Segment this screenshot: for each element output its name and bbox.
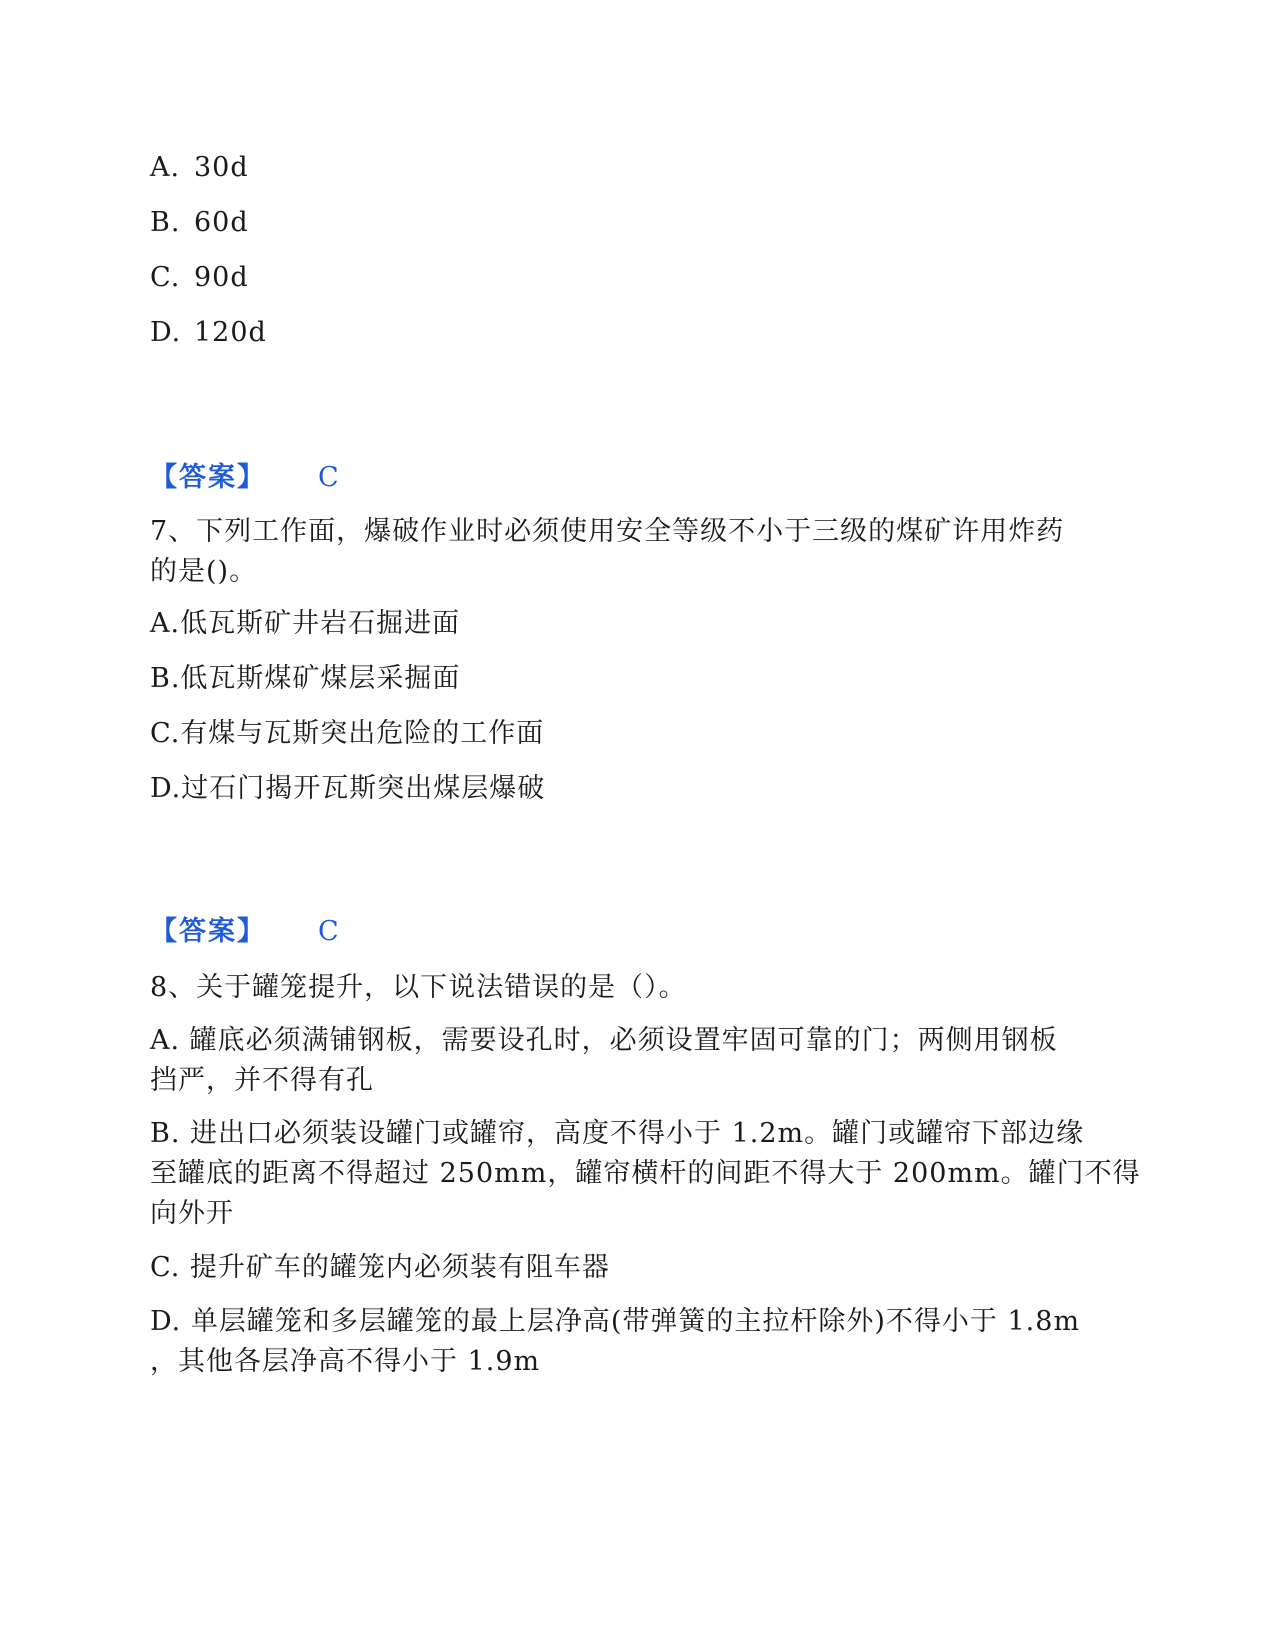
q7-stem-line-1: 7、下列工作面，爆破作业时必须使用安全等级不小于三级的煤矿许用炸药 (150, 516, 1065, 547)
q6-option-c-text: 90d (194, 262, 249, 293)
q6-option-b-text: 60d (194, 207, 249, 238)
q7-answer (150, 912, 339, 952)
q6-option-b-letter: B. (150, 207, 181, 238)
q7-answer-value: C (318, 916, 339, 947)
q6-answer (150, 458, 339, 498)
q6-option-d-text: 120d (194, 317, 267, 348)
q6-answer-value: C (318, 462, 339, 493)
q6-option-b (150, 203, 249, 243)
q6-answer-label: 【答案】 (150, 462, 266, 493)
q8-option-a-line-2: 挡严，并不得有孔 (150, 1065, 374, 1096)
q8-option-b-line-2: 至罐底的距离不得超过 250mm，罐帘横杆的间距不得大于 200mm。罐门不得 (150, 1158, 1141, 1189)
q8-option-d-line-2: ，其他各层净高不得小于 1.9m (150, 1346, 541, 1377)
q6-option-d (150, 313, 267, 353)
q6-option-c-letter: C. (150, 262, 181, 293)
q7-option-c: C.有煤与瓦斯突出危险的工作面 (150, 718, 545, 749)
q6-option-a-text: 30d (194, 152, 249, 183)
q8-option-b-line-3: 向外开 (150, 1198, 234, 1229)
q8-option-c: C. 提升矿车的罐笼内必须装有阻车器 (150, 1252, 610, 1283)
q6-option-a (150, 148, 249, 188)
q6-option-c (150, 258, 249, 298)
q7-answer-label: 【答案】 (150, 916, 266, 947)
q7-option-a: A.低瓦斯矿井岩石掘进面 (150, 608, 461, 639)
q8-option-a-line-1: A. 罐底必须满铺钢板，需要设孔时，必须设置牢固可靠的门；两侧用钢板 (150, 1025, 1058, 1056)
q6-option-a-letter: A. (150, 152, 181, 183)
q7-stem-line-2: 的是()。 (150, 556, 258, 587)
q8-option-b-line-1: B. 进出口必须装设罐门或罐帘，高度不得小于 1.2m。罐门或罐帘下部边缘 (150, 1118, 1085, 1149)
q8-stem: 8、关于罐笼提升，以下说法错误的是（）。 (150, 972, 687, 1003)
q7-option-b: B.低瓦斯煤矿煤层采掘面 (150, 663, 461, 694)
q6-option-d-letter: D. (150, 317, 182, 348)
q8-option-d-line-1: D. 单层罐笼和多层罐笼的最上层净高(带弹簧的主拉杆除外)不得小于 1.8m (150, 1306, 1081, 1337)
q7-option-d: D.过石门揭开瓦斯突出煤层爆破 (150, 773, 546, 804)
